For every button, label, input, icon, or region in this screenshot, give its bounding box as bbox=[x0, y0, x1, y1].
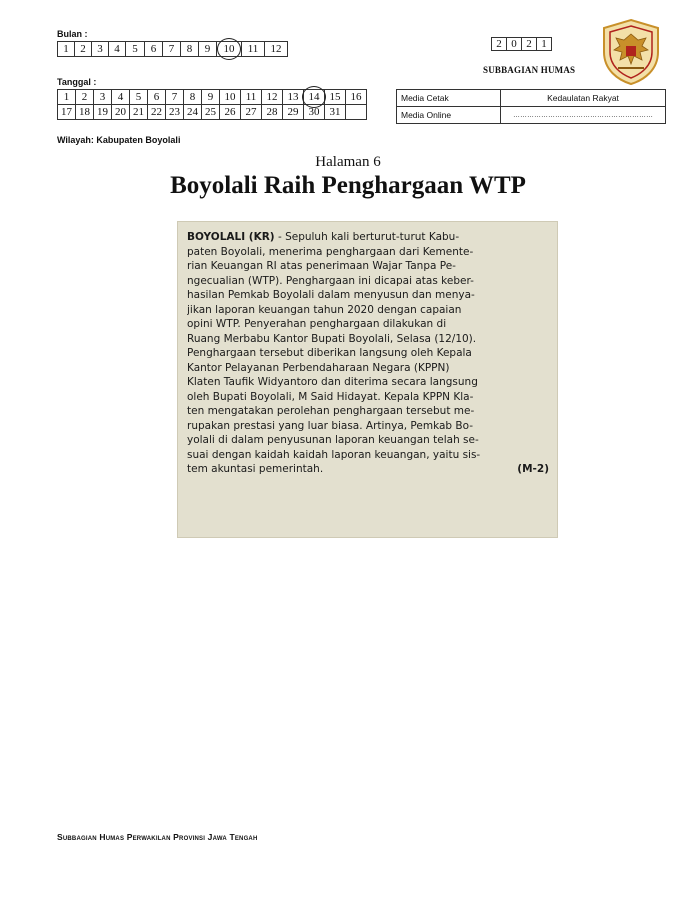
tanggal-label: Tanggal : bbox=[57, 77, 97, 87]
media-table bbox=[396, 89, 666, 124]
wilayah-label: Wilayah: Kabupaten Boyolali bbox=[57, 135, 181, 145]
day-value: 11 bbox=[245, 91, 257, 103]
selected-month-circle bbox=[217, 38, 241, 60]
day-cell bbox=[76, 105, 94, 120]
day-value: 20 bbox=[115, 106, 126, 118]
day-cell bbox=[202, 105, 220, 120]
day-cell bbox=[325, 105, 346, 120]
day-value: 15 bbox=[329, 91, 341, 103]
clip-line: paten Boyolali, menerima penghargaan dari Kemente- bbox=[187, 245, 474, 258]
day-value: 26 bbox=[224, 106, 236, 118]
day-value: 6 bbox=[153, 91, 160, 103]
month-cell bbox=[109, 42, 126, 57]
footer-text: Subbagian Humas Perwakilan Provinsi Jawa Tengah bbox=[57, 832, 258, 842]
day-cell bbox=[130, 105, 148, 120]
clip-line: rian Keuangan RI atas penerimaan Wajar Tanpa Pe- bbox=[187, 260, 456, 272]
day-value: 23 bbox=[169, 106, 180, 118]
day-grid bbox=[57, 89, 367, 120]
clip-line: rupakan prestasi yang luar biasa. Artinya, Pemkab Bo- bbox=[187, 419, 474, 432]
clip-line: opini WTP. Penyerahan penghargaan dilakukan di bbox=[187, 318, 447, 330]
month-cell bbox=[75, 42, 92, 57]
day-value: 1 bbox=[63, 91, 70, 103]
day-value: 12 bbox=[266, 91, 278, 103]
day-cell bbox=[283, 105, 304, 120]
day-value: 21 bbox=[133, 106, 144, 118]
clip-line: ten mengatakan perolehan penghargaan tersebut me- bbox=[187, 405, 475, 417]
day-value: 5 bbox=[135, 91, 142, 103]
day-value: 7 bbox=[171, 91, 178, 103]
day-cell bbox=[202, 90, 220, 105]
day-cell bbox=[94, 105, 112, 120]
clip-line: suai dengan kaidah kaidah laporan keuangan, yaitu sis- bbox=[187, 448, 481, 461]
month-cell bbox=[92, 42, 109, 57]
month-value: 7 bbox=[168, 43, 175, 55]
day-value: 14 bbox=[304, 90, 324, 104]
day-value: 30 bbox=[308, 106, 320, 118]
day-cell bbox=[346, 105, 367, 120]
day-cell bbox=[58, 105, 76, 120]
clip-line bbox=[187, 230, 549, 245]
day-cell bbox=[304, 105, 325, 120]
day-cell bbox=[184, 90, 202, 105]
year-digit: 0 bbox=[507, 38, 522, 51]
unit-label: SUBBAGIAN HUMAS bbox=[483, 65, 576, 75]
month-value: 2 bbox=[80, 43, 86, 55]
month-value: 3 bbox=[97, 43, 103, 55]
day-value: 16 bbox=[350, 91, 362, 103]
clip-line: Kantor Pelayanan Perbendaharaan Negara (KPPN) bbox=[187, 361, 450, 374]
day-cell bbox=[262, 105, 283, 120]
day-cell bbox=[325, 90, 346, 105]
clip-line-text: - Sepuluh kali berturut-turut Kabu- bbox=[274, 231, 460, 243]
day-value: 31 bbox=[329, 106, 341, 118]
day-cell bbox=[148, 105, 166, 120]
month-value: 10 bbox=[217, 42, 241, 56]
day-value: 10 bbox=[224, 91, 236, 103]
month-cell bbox=[242, 42, 265, 57]
day-cell bbox=[112, 105, 130, 120]
day-value: 4 bbox=[117, 91, 124, 103]
month-value: 11 bbox=[247, 43, 259, 55]
day-value: 8 bbox=[189, 91, 196, 103]
day-value: 18 bbox=[79, 106, 90, 118]
clip-line: oleh Bupati Boyolali, M Said Hidayat. Kepala KPPN Kla- bbox=[187, 390, 474, 403]
bulan-label: Bulan : bbox=[57, 29, 88, 39]
month-value: 4 bbox=[114, 43, 120, 55]
year-digit: 2 bbox=[522, 38, 537, 51]
clip-line: Klaten Taufik Widyantoro dan diterima secara langsung bbox=[187, 376, 478, 388]
month-cell bbox=[126, 42, 145, 57]
month-grid bbox=[57, 41, 288, 57]
day-cell bbox=[304, 90, 325, 105]
day-cell bbox=[220, 90, 241, 105]
day-cell bbox=[283, 90, 304, 105]
day-cell bbox=[112, 90, 130, 105]
day-value: 28 bbox=[266, 106, 278, 118]
day-cell bbox=[130, 90, 148, 105]
garuda-emblem-icon bbox=[598, 18, 664, 86]
day-value: 17 bbox=[61, 106, 72, 118]
month-cell bbox=[199, 42, 217, 57]
day-cell bbox=[241, 105, 262, 120]
headline: Boyolali Raih Penghargaan WTP bbox=[170, 172, 526, 199]
media-online-value: …………………………………………………… bbox=[501, 107, 666, 124]
day-value: 25 bbox=[205, 106, 216, 118]
day-value: 24 bbox=[187, 106, 198, 118]
day-cell bbox=[76, 90, 94, 105]
month-cell bbox=[145, 42, 163, 57]
day-value: 27 bbox=[245, 106, 257, 118]
day-value: 13 bbox=[287, 91, 299, 103]
year-digit: 2 bbox=[492, 38, 507, 51]
day-value: 22 bbox=[151, 106, 162, 118]
day-value: 3 bbox=[99, 91, 106, 103]
clip-line-text: tem akuntasi pemerintah. bbox=[187, 463, 324, 475]
clip-line: ngecualian (WTP). Penghargaan ini dicapai atas keber- bbox=[187, 274, 474, 287]
page-number: Halaman 6 bbox=[315, 154, 381, 170]
day-cell bbox=[166, 105, 184, 120]
month-value: 12 bbox=[270, 43, 282, 55]
clip-line: yolali di dalam penyusunan laporan keuangan telah se- bbox=[187, 434, 479, 446]
clip-code: (M-2) bbox=[517, 463, 549, 475]
day-cell bbox=[241, 90, 262, 105]
year-digit: 1 bbox=[537, 38, 552, 51]
clip-line: Penghargaan tersebut diberikan langsung oleh Kepala bbox=[187, 347, 472, 359]
clip-line bbox=[187, 462, 549, 477]
month-value: 8 bbox=[186, 43, 193, 55]
day-cell bbox=[94, 90, 112, 105]
month-cell bbox=[265, 42, 288, 57]
day-cell bbox=[220, 105, 241, 120]
day-cell bbox=[262, 90, 283, 105]
media-online-label: Media Online bbox=[397, 107, 501, 124]
day-cell bbox=[184, 105, 202, 120]
clip-line: hasilan Pemkab Boyolali dalam menyusun dan menya- bbox=[187, 289, 475, 301]
clip-lead: BOYOLALI (KR) bbox=[187, 231, 275, 243]
day-cell bbox=[166, 90, 184, 105]
month-value: 1 bbox=[63, 43, 69, 55]
month-value: 9 bbox=[204, 43, 211, 55]
day-cell bbox=[346, 90, 367, 105]
newspaper-clipping bbox=[177, 221, 558, 538]
month-value: 6 bbox=[150, 43, 157, 55]
day-value: 19 bbox=[97, 106, 108, 118]
year-box bbox=[491, 37, 552, 51]
day-cell bbox=[148, 90, 166, 105]
media-cetak-value: Kedaulatan Rakyat bbox=[501, 90, 666, 107]
day-value: 2 bbox=[81, 91, 88, 103]
clip-line: jikan laporan keuangan tahun 2020 dengan capaian bbox=[187, 303, 462, 316]
clip-line: Ruang Merbabu Kantor Bupati Boyolali, Selasa (12/10). bbox=[187, 332, 477, 345]
month-value: 5 bbox=[132, 43, 138, 55]
day-cell bbox=[58, 90, 76, 105]
day-value: 29 bbox=[287, 106, 299, 118]
month-cell bbox=[181, 42, 199, 57]
media-cetak-label: Media Cetak bbox=[397, 90, 501, 107]
month-cell bbox=[58, 42, 75, 57]
month-cell bbox=[217, 42, 242, 57]
day-value: 9 bbox=[207, 91, 214, 103]
month-cell bbox=[163, 42, 181, 57]
